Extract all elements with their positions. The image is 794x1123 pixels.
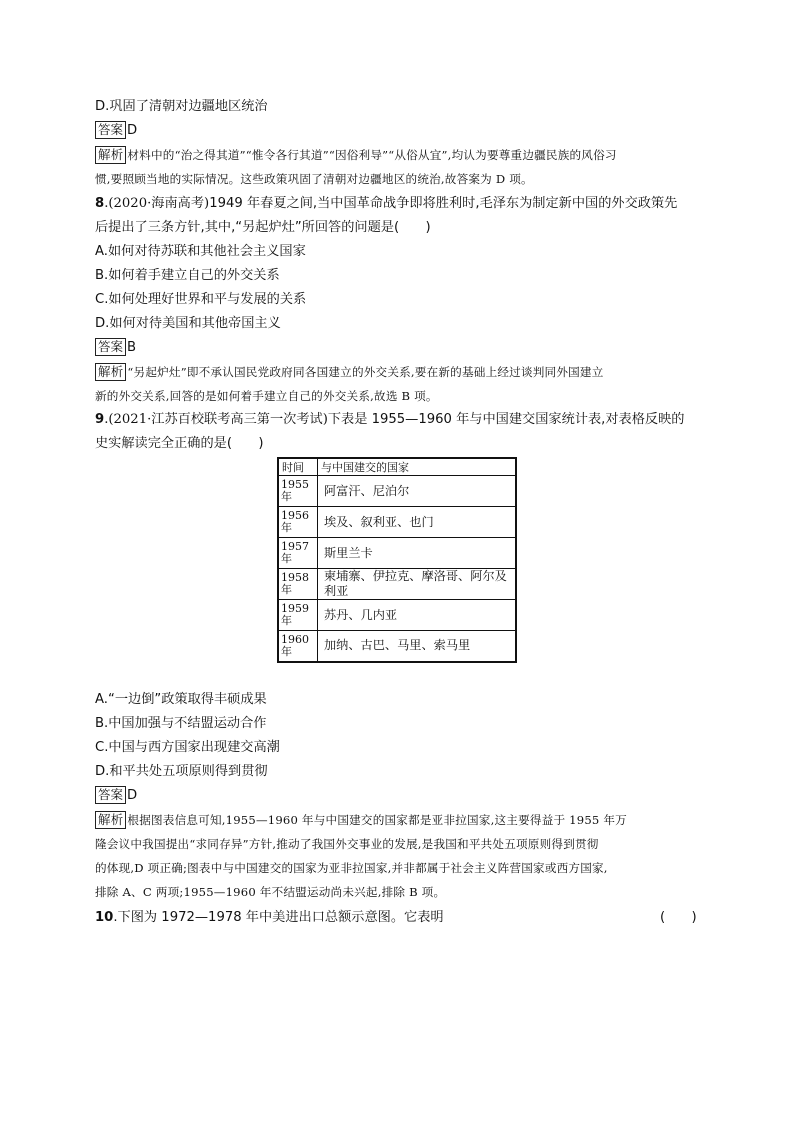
q7-answer-line <box>95 121 137 141</box>
table-cell-countries: 柬埔寨、伊拉克、摩洛哥、阿尔及 利亚 <box>318 569 517 600</box>
q8-number: 8 <box>95 196 105 211</box>
diplomatic-relations-table <box>277 457 517 663</box>
q8-analysis-line-1 <box>95 362 604 382</box>
q8-option-c: C.如何处理好世界和平与发展的关系 <box>95 292 307 307</box>
q9-option-a: A.“一边倒”政策取得丰硕成果 <box>95 692 267 707</box>
table-row <box>278 476 516 507</box>
table-row <box>278 600 516 631</box>
q7-analysis-text-1: 材料中的“治之得其道”“惟令各行其道”“因俗利导”“从俗从宜”,均认为要尊重边疆民族的风俗习 <box>127 148 617 162</box>
table-header-countries: 与中国建交的国家 <box>318 458 517 476</box>
q8-analysis-text-1: “另起炉灶”即不承认国民党政府同各国建立的外交关系,要在新的基础上经过谈判同外国建立 <box>127 365 604 379</box>
q9-answer: D <box>127 788 138 803</box>
q9-stem-line-1 <box>95 410 685 430</box>
q9-stem-text-1: 下表是 1955—1960 年与中国建交国家统计表,对表格反映的 <box>327 412 685 427</box>
q9-analysis-line-1 <box>95 810 627 830</box>
answer-tag: 答案 <box>95 121 126 139</box>
q10-stem <box>95 908 444 928</box>
q9-source: .(2021·江苏百校联考高三第一次考试) <box>104 412 328 427</box>
table-row <box>278 507 516 538</box>
q8-stem-line-2: 后提出了三条方针,其中,“另起炉灶”所回答的问题是( ) <box>95 220 431 235</box>
analysis-tag: 解析 <box>95 811 126 829</box>
table-cell-countries: 阿富汗、尼泊尔 <box>318 476 517 507</box>
q9-stem-line-2: 史实解读完全正确的是( ) <box>95 436 264 451</box>
q8-stem-text-1: 1949 年春夏之间,当中国革命战争即将胜利时,毛泽东为制定新中国的外交政策先 <box>209 196 678 211</box>
table-cell-year: 1955 年 <box>278 476 318 507</box>
table-cell-countries: 斯里兰卡 <box>318 538 517 569</box>
q7-analysis-line-2: 惯,要照顾当地的实际情况。这些政策巩固了清朝对边疆地区的统治,故答案为 D 项。 <box>95 172 533 186</box>
q7-option-d: D.巩固了清朝对边疆地区统治 <box>95 99 268 114</box>
q8-option-d: D.如何对待美国和其他帝国主义 <box>95 316 281 331</box>
table-cell-year: 1960 年 <box>278 631 318 662</box>
analysis-tag: 解析 <box>95 363 126 381</box>
analysis-tag: 解析 <box>95 146 126 164</box>
q10-number: 10 <box>95 910 114 925</box>
q8-option-b: B.如何着手建立自己的外交关系 <box>95 268 280 283</box>
q10-stem-text: .下图为 1972—1978 年中美进出口总额示意图。它表明 <box>113 910 444 925</box>
q9-option-c: C.中国与西方国家出现建交高潮 <box>95 740 280 755</box>
q8-source: .(2020·海南高考) <box>104 196 210 211</box>
q7-analysis-line-1 <box>95 145 617 165</box>
table-cell-countries: 苏丹、几内亚 <box>318 600 517 631</box>
table-cell-year: 1956 年 <box>278 507 318 538</box>
answer-tag: 答案 <box>95 786 126 804</box>
table-row <box>278 538 516 569</box>
q9-answer-line <box>95 786 137 806</box>
q8-stem-line-1 <box>95 194 677 214</box>
table-header-row <box>278 458 516 476</box>
q8-analysis-line-2: 新的外交关系,回答的是如何着手建立自己的外交关系,故选 B 项。 <box>95 389 438 403</box>
q9-number: 9 <box>95 412 105 427</box>
table-cell-countries: 加纳、古巴、马里、索马里 <box>318 631 517 662</box>
q10-answer-blank: ( ) <box>660 910 697 925</box>
table-row <box>278 631 516 662</box>
q7-answer: D <box>127 123 138 138</box>
q9-option-b: B.中国加强与不结盟运动合作 <box>95 716 267 731</box>
table-cell-year: 1957 年 <box>278 538 318 569</box>
q9-analysis-line-2: 隆会议中我国提出“求同存异”方针,推动了我国外交事业的发展,是我国和平共处五项原则得到贯彻 <box>95 837 599 851</box>
table-row <box>278 569 516 600</box>
answer-tag: 答案 <box>95 338 126 356</box>
q9-analysis-line-3: 的体现,D 项正确;图表中与中国建交的国家为亚非拉国家,并非都属于社会主义阵营国家或西方国家, <box>95 861 608 875</box>
q9-analysis-line-4: 排除 A、C 两项;1955—1960 年不结盟运动尚未兴起,排除 B 项。 <box>95 885 446 899</box>
table-header-time: 时间 <box>278 458 318 476</box>
q9-option-d: D.和平共处五项原则得到贯彻 <box>95 764 268 779</box>
table-cell-countries: 埃及、叙利亚、也门 <box>318 507 517 538</box>
q8-answer: B <box>127 340 137 355</box>
q9-analysis-text-1: 根据图表信息可知,1955—1960 年与中国建交的国家都是亚非拉国家,这主要得益于 1955 年万 <box>127 813 627 827</box>
q8-answer-line <box>95 338 136 358</box>
q8-option-a: A.如何对待苏联和其他社会主义国家 <box>95 244 306 259</box>
table-cell-year: 1958 年 <box>278 569 318 600</box>
table-cell-year: 1959 年 <box>278 600 318 631</box>
